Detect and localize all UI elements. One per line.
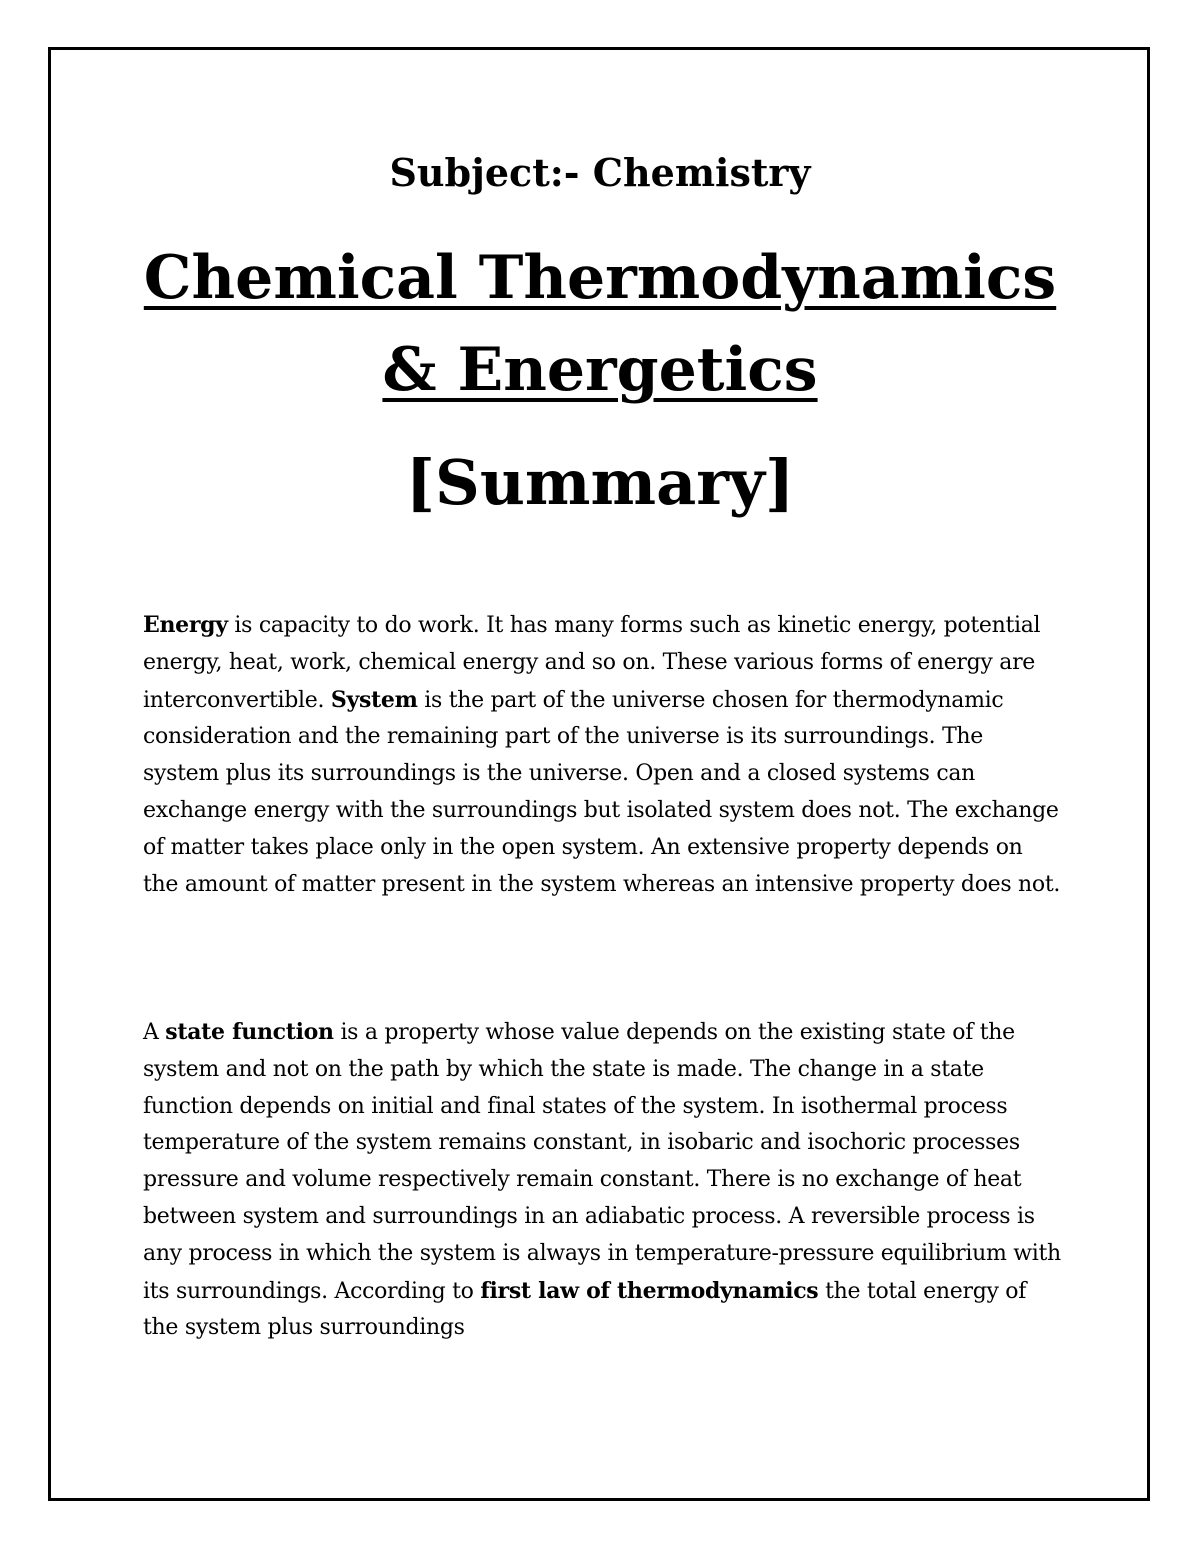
paragraph-text: is a property whose value depends on the existing state of the system and not on the path by which the state is made. The change in a state function depends on initial and final states of the system. In isothermal process temperature of the system remains constant, in isobaric and isochoric processes pressure and volume respectively remain constant. There is no exchange of heat between system and surroundings in an adiabatic process. A reversible process is any process in which the system is always in temperature-pressure equilibrium with its surroundings. According to — [143, 1020, 1061, 1304]
summary-label: [Summary] — [405, 446, 795, 519]
term-state-function: state function — [165, 1019, 334, 1045]
term-first-law: first law of thermodynamics — [480, 1277, 819, 1304]
paragraph-text: the total energy of the system plus surroundings — [143, 1278, 1027, 1341]
paragraph-state-function — [143, 1014, 1063, 1347]
paragraph-text: is capacity to do work. It has many forms such as kinetic energy, potential energy, heat, work, chemical energy and so on. These various forms of energy are interconvertible. — [143, 613, 1041, 713]
title-line-1-wrapper — [0, 232, 1200, 324]
document-title — [0, 232, 1200, 416]
term-system: System — [330, 686, 418, 713]
title-line-2: & Energetics — [382, 335, 818, 405]
term-energy: Energy — [143, 612, 228, 638]
paragraph-text: is the part of the universe chosen for thermodynamic consideration and the remaining part of the universe is its surroundings. The system plus its surroundings is the universe. Open and a closed systems can exchange energy with the surroundings but isolated system does not. The exchange of matter takes place only in the open system. An extensive property depends on the amount of matter present in the system whereas an intensive property does not. — [143, 687, 1061, 897]
paragraph-energy-system — [143, 607, 1063, 903]
subject-heading: Subject:- Chemistry — [389, 150, 811, 195]
title-line-1: Chemical Thermodynamics — [143, 243, 1057, 313]
title-line-2-wrapper — [0, 324, 1200, 416]
paragraph-text: A — [143, 1020, 166, 1045]
